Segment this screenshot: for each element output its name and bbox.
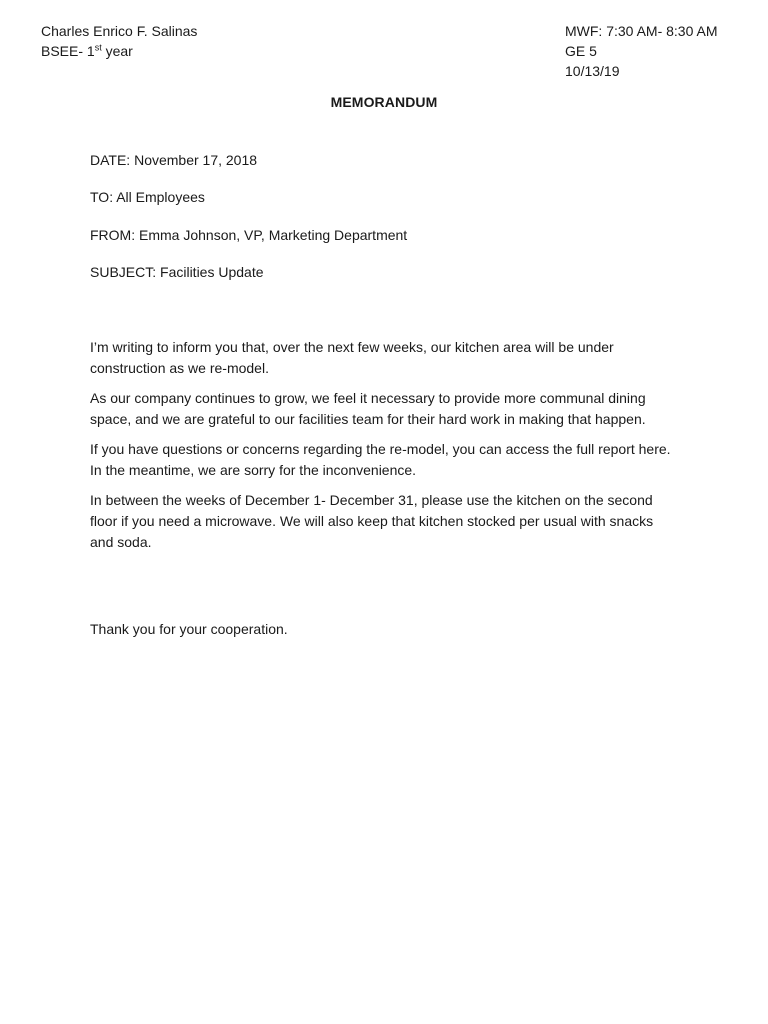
course-suffix: year bbox=[101, 43, 133, 59]
memo-paragraph: As our company continues to grow, we feel it necessary to provide more communal dining space, and we are grateful to our facilities team for their hard work in making that happen. bbox=[90, 390, 646, 427]
course-ordinal-suffix: st bbox=[94, 42, 102, 53]
memo-paragraph: I’m writing to inform you that, over the next few weeks, our kitchen area will be under construction as we re-model. bbox=[90, 339, 614, 376]
submission-date: 10/13/19 bbox=[565, 63, 620, 79]
memo-subject: SUBJECT: Facilities Update bbox=[90, 264, 264, 280]
memo-body bbox=[90, 337, 680, 562]
memo-date: DATE: November 17, 2018 bbox=[90, 152, 258, 168]
student-info bbox=[41, 21, 197, 61]
memo-from: FROM: Emma Johnson, VP, Marketing Department bbox=[90, 227, 408, 243]
class-schedule: MWF: 7:30 AM- 8:30 AM bbox=[565, 23, 718, 39]
memo-closing: Thank you for your cooperation. bbox=[90, 621, 288, 637]
memo-paragraph: In between the weeks of December 1- December 31, please use the kitchen on the second floor if you need a microwave. We will also keep that kitchen stocked per usual with snacks and soda. bbox=[90, 492, 654, 550]
student-course bbox=[41, 41, 197, 61]
memo-title: MEMORANDUM bbox=[330, 94, 438, 110]
course-prefix: BSEE- 1 bbox=[41, 43, 95, 59]
class-info bbox=[565, 21, 718, 81]
class-subject-code: GE 5 bbox=[565, 43, 597, 59]
memo-paragraph: If you have questions or concerns regarding the re-model, you can access the full report here. In the meantime, we are sorry for the inconvenience. bbox=[90, 441, 671, 478]
student-name: Charles Enrico F. Salinas bbox=[41, 23, 198, 39]
memo-to: TO: All Employees bbox=[90, 189, 205, 205]
